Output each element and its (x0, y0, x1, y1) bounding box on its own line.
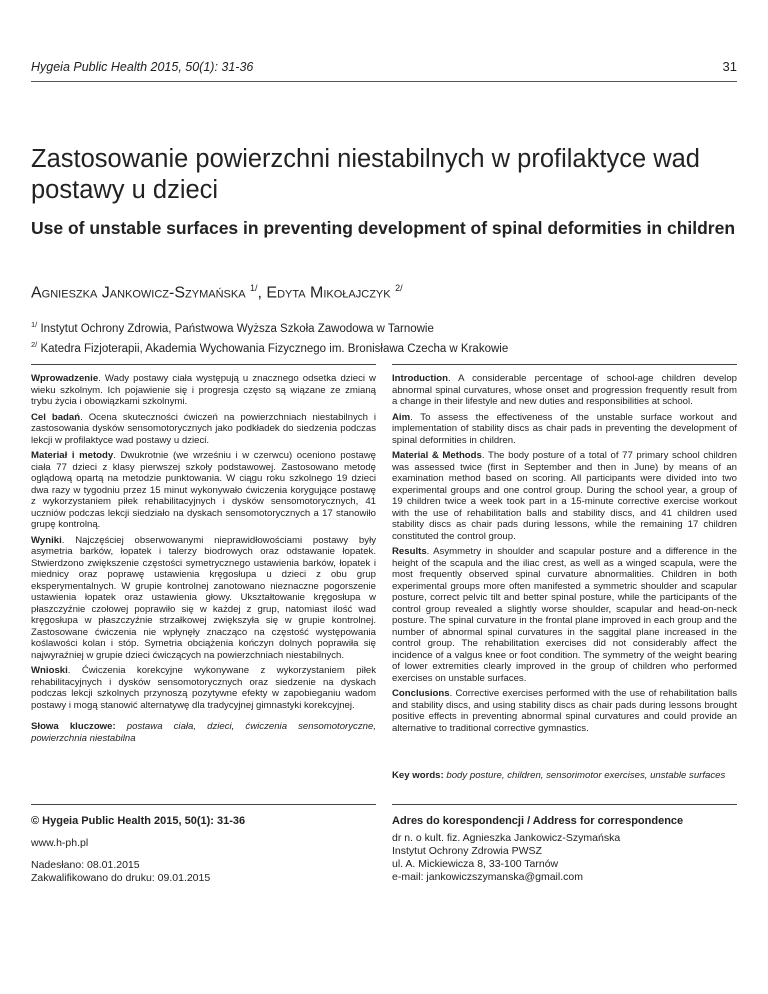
keywords-text: body posture, children, sensorimotor exercises, unstable surfaces (446, 770, 726, 781)
accepted-date: Zakwalifikowano do druku: 09.01.2015 (31, 872, 211, 884)
abstract-text: . Corrective exercises performed with the use of rehabilitation balls and stability discs, and using stability discs as chair pads during lessons brought positive effects in preventing abnormal spinal curvatures and could provide an alternative to traditional corrective gymnastics. (392, 688, 737, 734)
footer-rule-left (31, 804, 376, 805)
abstract-text: . Asymmetry in shoulder and scapular posture and a difference in the height of the scapula and the iliac crest, as well as a winged scapula, were the most frequently observed spinal curvature abnormalities. Children in both experimental groups more often manifested a symmetric shoulder and scapular posture, correct pelvic tilt and better spinal posture, while the participants of the control group revealed a slightly worse shoulder, scapular and head-on-neck posture. The spinal curvature in the frontal plane improved in each group and the number of abnormal spinal curvatures in the saggital plane increased in the control group. The rehabilitation exercises did not considerably affect the incidence of a valgus knee or foot condition. The symmetry of the weight bearing of lower extremities clearly improved in the group of children who performed exercises on unstable surfaces. (392, 546, 737, 684)
keywords-label: Słowa kluczowe: (31, 721, 116, 732)
article-title-english: Use of unstable surfaces in preventing development of spinal deformities in children (31, 218, 736, 238)
journal-website-link[interactable]: www.h-ph.pl (31, 837, 89, 849)
keywords-text: postawa ciała, dzieci, ćwiczenia sensomotoryczne, powierzchnia niestabilna (31, 721, 376, 744)
running-header (31, 58, 737, 78)
article-title-polish: Zastosowanie powierzchni niestabilnych w profilaktyce wad postawy u dzieci (31, 145, 700, 204)
abstract-heading: Material & Methods (392, 450, 482, 461)
affiliation-text: Instytut Ochrony Zdrowia, Państwowa Wyższa Szkoła Zawodowa w Tarnowie (40, 322, 434, 335)
abstract-heading: Introduction (392, 373, 448, 384)
abstract-paragraph (31, 373, 376, 408)
correspondence-heading: Adres do korespondencji / Address for correspondence (392, 815, 684, 827)
abstract-heading: Cel badań (31, 411, 81, 423)
abstract-heading: Aim (392, 411, 411, 423)
affiliations (31, 317, 737, 357)
header-rule (31, 81, 737, 82)
abstract-heading: Wyniki (31, 534, 62, 546)
keywords-english (392, 770, 737, 782)
abstract-text: . Najczęściej obserwowanymi nieprawidłowościami postawy były asymetria barków, łopatek i talerzy biodrowych oraz odstawanie łopatek. Stwierdzono zwiększenie częstości symetrycznego ustawienia barków, łopatek i miednicy oraz poprawę ustawienia kręgosłupa u dzieci z obu grup eksperymentalnych. W grupie kontrolnej zanotowano nieznaczne pogorszenie ustawienia łopatek oraz ustawienia głowy. Ukształtowanie kręgosłupa w płaszczyźnie czołowej poprawiło się w każdej z grup, natomiast ilość wad kręgosłupa w płaszczyźnie strzałkowej zwiększyła się w grupie kontrolnej. Zastosowane ćwiczenia nie wpłynęły znacząco na częstość występowania koślawości kolan i stóp. Symetria obciążenia kończyn dolnych poprawiła się najwyraźniej w grupie dzieci ćwiczących na powierzchniach niestabilnych. (31, 534, 376, 661)
keywords-polish (31, 721, 376, 744)
affiliation-marker: 2/ (31, 339, 38, 349)
publication-info (31, 815, 376, 885)
affiliation-text: Katedra Fizjoterapii, Akademia Wychowania Fizycznego im. Bronisława Czecha w Krakowie (40, 342, 509, 355)
abstract-text: . Ćwiczenia korekcyjne wykonywane z wykorzystaniem piłek rehabilitacyjnych i dysków sensomotorycznych oraz siedzenie na dyskach podczas lekcji szkolnych przynoszą pozytywne efekty w zapobieganiu wadom postawy i mogą stanowić alternatywę dla tradycyjnej gimnastyki korekcyjnej. (31, 665, 376, 711)
abstract-paragraph (392, 546, 737, 684)
abstract-text: . Wady postawy ciała występują u znacznego odsetka dzieci w wieku szkolnym. Ich pojawienie się i progresja często są wiązane ze zmianą trybu życia i obowiązkami szkolnymi. (31, 373, 376, 407)
keywords-label: Key words: (392, 770, 444, 781)
journal-citation: Hygeia Public Health 2015, 50(1): 31-36 (31, 60, 254, 74)
abstract-english (392, 373, 737, 738)
correspondence-line: dr n. o kult. fiz. Agnieszka Jankowicz-Szymańska (392, 832, 621, 844)
abstract-polish (31, 373, 376, 748)
author-name: Edyta Mikołajczyk (266, 284, 391, 302)
correspondence-line: Instytut Ochrony Zdrowia PWSZ (392, 845, 542, 857)
abstract-paragraph (392, 412, 737, 447)
affiliation-item (31, 317, 737, 337)
abstract-paragraph (31, 412, 376, 447)
abstract-paragraph (392, 373, 737, 408)
affiliation-item (31, 337, 737, 357)
author-name: Agnieszka Jankowicz-Szymańska (31, 284, 246, 302)
copyright-line: © Hygeia Public Health 2015, 50(1): 31-36 (31, 815, 246, 827)
abstract-text: . A considerable percentage of school-age children develop abnormal spinal curvatures, whose onset and progression frequently result from a change in their lifestyle and new duties and responsibilities at school. (392, 373, 737, 407)
abstract-rule-right (392, 364, 737, 365)
abstract-section (31, 373, 737, 781)
abstract-rule-left (31, 364, 376, 365)
author-affiliation-marker: 2/ (395, 283, 403, 293)
correspondence-line: ul. A. Mickiewicza 8, 33-100 Tarnów (392, 858, 559, 870)
abstract-text: . The body posture of a total of 77 primary school children was assessed twice (first in September and then in June) by means of an examination method based on scoring. All participants were divided into two experimental groups and one control group. During the school year, a group of 19 children twice a week took part in a 15-minute corrective exercise workout with the use of rehabilitation balls and stability discs, and 41 children used stability discs as chair pads during lessons, while the remaining 17 children constituted the control group. (392, 450, 737, 542)
abstract-paragraph (31, 665, 376, 711)
submitted-date: Nadesłano: 08.01.2015 (31, 859, 140, 871)
abstract-text: . To assess the effectiveness of the unstable surface workout and implementation of stability discs as chair pads in preventing the development of spinal deformities in children. (392, 411, 737, 446)
abstract-paragraph (31, 535, 376, 662)
abstract-paragraph (31, 450, 376, 531)
author-list (31, 283, 737, 302)
correspondence-email-link[interactable]: e-mail: jankowiczszymanska@gmail.com (392, 871, 583, 883)
abstract-paragraph (392, 688, 737, 734)
abstract-heading: Wnioski (31, 665, 68, 676)
author-separator: , (257, 284, 267, 302)
correspondence-address (392, 815, 737, 884)
abstract-paragraph (392, 450, 737, 542)
abstract-heading: Wprowadzenie (31, 373, 99, 384)
abstract-heading: Conclusions (392, 688, 450, 699)
abstract-text: . Dwukrotnie (we wrześniu i w czerwcu) oceniono postawę ciała 77 dzieci z klasy pierwszej szkoły podstawowej. Zastosowano metodę oglądową opartą na metodzie punktowania. W ciągu roku szkolnego 19 dzieci dwa razy w tygodniu przez 15 minut wykonywało ćwiczenia korygujące postawę z wykorzystaniem piłek rehabilitacyjnych i dysków sensomotorycznych, 41 uczniów podczas lekcji siedziało na dyskach sensomotorycznych a 17 stanowiło grupę kontrolną. (31, 450, 376, 530)
affiliation-marker: 1/ (31, 320, 38, 329)
author-affiliation-marker: 1/ (249, 283, 258, 293)
abstract-heading: Results (392, 546, 427, 557)
page-number: 31 (722, 59, 737, 74)
abstract-heading: Materiał i metody (31, 450, 114, 461)
abstract-text: . Ocena skuteczności ćwiczeń na powierzchniach niestabilnych i zastosowania dysków sensomotorycznych jako podkładek do siedzenia podczas lekcji w profilaktyce wad postawy u dzieci. (31, 411, 376, 446)
footer-rule-right (392, 804, 737, 805)
